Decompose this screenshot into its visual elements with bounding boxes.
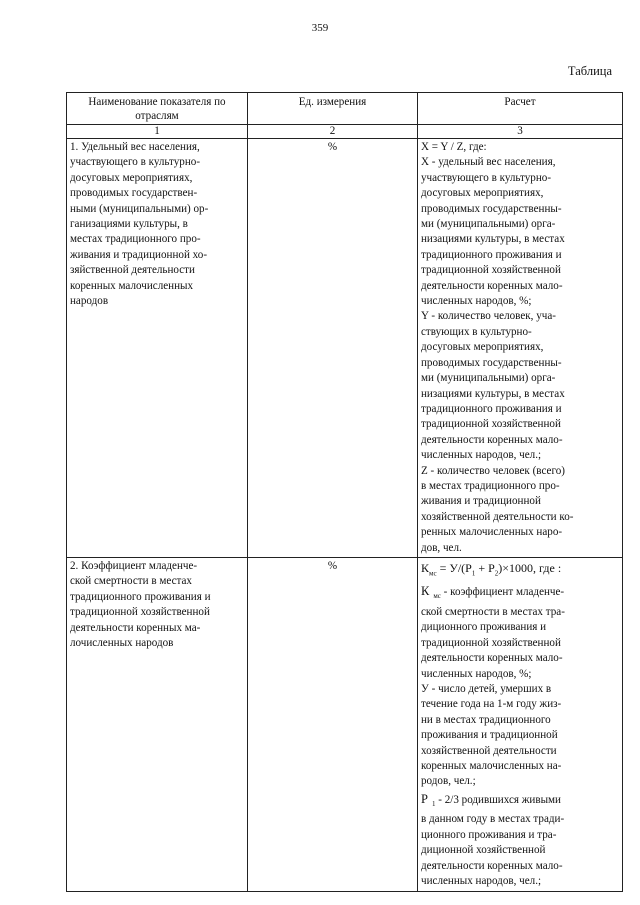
text-line: деятельности коренных мало- xyxy=(421,279,563,292)
text-line: ской смертности в местах тра- xyxy=(421,605,565,618)
indicator-name xyxy=(70,559,244,651)
text-line: Y - количество человек, уча- xyxy=(421,310,556,323)
text-line: 1. Удельный вес населения, xyxy=(70,141,200,153)
text-line: численных народов, чел.; xyxy=(421,449,542,462)
text-line: досуговых мероприятиях, xyxy=(421,187,544,200)
text-line: проживания и традиционной xyxy=(421,729,558,742)
text-line: досуговых мероприятиях, xyxy=(70,171,193,184)
text-line: Z - количество человек (всего) xyxy=(421,464,565,477)
text-line: низациями культуры, в местах xyxy=(421,387,565,400)
text-line: проводимых государственны- xyxy=(421,202,562,215)
infant-mortality-formula: $К_{мс} = У/(Р_1 + Р_2)\times 1000$, где : xyxy=(421,560,562,578)
calculation-cell xyxy=(418,139,623,558)
text-line: хозяйственной деятельности ко- xyxy=(421,510,574,523)
text-line: традиционной хозяйственной xyxy=(421,636,561,649)
text-line: численных народов, чел.; xyxy=(421,875,542,888)
text-line: диционного проживания и xyxy=(421,621,547,634)
text-line: лочисленных народов xyxy=(70,637,174,649)
text-line: ными (муниципальными) ор- xyxy=(70,202,209,215)
text-line: традиционной хозяйственной xyxy=(70,606,210,619)
text-line: традиционного проживания и xyxy=(421,402,562,415)
text-line: традиционного проживания и xyxy=(70,590,211,603)
text-line: живания и традиционной хо- xyxy=(70,248,208,261)
text-line: деятельности коренных мало- xyxy=(421,652,563,665)
unit-cell: % xyxy=(248,557,418,891)
text-line: народов xyxy=(70,295,109,308)
k-definition: К $_{мс}$ - коэффициент младенче- xyxy=(421,584,565,601)
column-number: 1 xyxy=(67,125,248,139)
column-number: 3 xyxy=(418,125,623,139)
text-line: ской смертности в местах xyxy=(70,575,192,588)
text-line: ганизациями культуры, в xyxy=(70,218,188,231)
text-line: традиционной хозяйственной xyxy=(421,264,561,277)
text-line: X - удельный вес населения, xyxy=(421,156,556,169)
indicator-name xyxy=(70,140,244,309)
text-line: участвующего в культурно- xyxy=(70,156,201,169)
text-line: традиционного проживания и xyxy=(421,248,562,261)
text-line: участвующего в культурно- xyxy=(421,171,552,184)
p1-definition: Р $_1$ - 2/3 родившихся живыми xyxy=(421,791,561,809)
calculation-text xyxy=(421,812,619,889)
table-row xyxy=(67,139,623,558)
text-line: деятельности коренных мало- xyxy=(421,859,563,872)
text-line: досуговых мероприятиях, xyxy=(421,341,544,354)
text-line: хозяйственной деятельности xyxy=(421,744,557,757)
text-line: деятельности коренных мало- xyxy=(421,433,563,446)
calculation-text xyxy=(421,605,619,790)
page-number: 359 xyxy=(311,22,329,34)
text-line: местах традиционного про- xyxy=(70,233,201,246)
text-line: ствующих в культурно- xyxy=(421,325,532,338)
text-line: зяйственной деятельности xyxy=(70,264,195,277)
text-line: коренных малочисленных на- xyxy=(421,760,562,773)
text-line: ми (муниципальными) орга- xyxy=(421,218,556,231)
header-row xyxy=(67,93,623,125)
text-line: в данном году в местах тради- xyxy=(421,813,565,826)
table-row xyxy=(67,557,623,891)
text-line: X = Y / Z, где: xyxy=(421,141,487,153)
text-line: традиционной хозяйственной xyxy=(421,418,561,431)
unit-cell: % xyxy=(248,139,418,558)
text-line: деятельности коренных ма- xyxy=(70,621,201,634)
text-line: проводимых государственны- xyxy=(421,356,562,369)
text-line: диционной хозяйственной xyxy=(421,844,546,857)
text-line: ми (муниципальными) орга- xyxy=(421,372,556,385)
indicator-name-cell xyxy=(67,557,248,891)
column-number: 2 xyxy=(248,125,418,139)
header-unit: Ед. измерения xyxy=(248,93,418,125)
text-line: численных народов, %; xyxy=(421,667,532,680)
table-caption: Таблица xyxy=(567,64,612,78)
text-line: численных народов, %; xyxy=(421,295,532,308)
text-line: низациями культуры, в местах xyxy=(421,233,565,246)
text-line: родов, чел.; xyxy=(421,775,476,788)
text-line: ренных малочисленных наро- xyxy=(421,526,563,539)
column-number-row xyxy=(67,125,623,139)
text-line: ни в местах традиционного xyxy=(421,713,551,726)
text-line: течение года на 1-м году жиз- xyxy=(421,698,562,711)
indicators-table xyxy=(66,92,623,892)
text-line: в местах традиционного про- xyxy=(421,479,560,492)
text-line: У - число детей, умерших в xyxy=(421,683,552,696)
header-calc: Расчет xyxy=(418,93,623,125)
header-name: Наименование показателя по отраслям xyxy=(67,93,248,125)
calculation-cell xyxy=(418,557,623,891)
text-line: ционного проживания и тра- xyxy=(421,828,557,841)
text-line: живания и традиционной xyxy=(421,495,541,508)
text-line: проводимых государствен- xyxy=(70,187,198,200)
text-line: коренных малочисленных xyxy=(70,279,194,292)
calculation-text xyxy=(421,140,619,556)
text-line: дов, чел. xyxy=(421,541,462,554)
indicator-name-cell xyxy=(67,139,248,558)
text-line: 2. Коэффициент младенче- xyxy=(70,559,198,572)
